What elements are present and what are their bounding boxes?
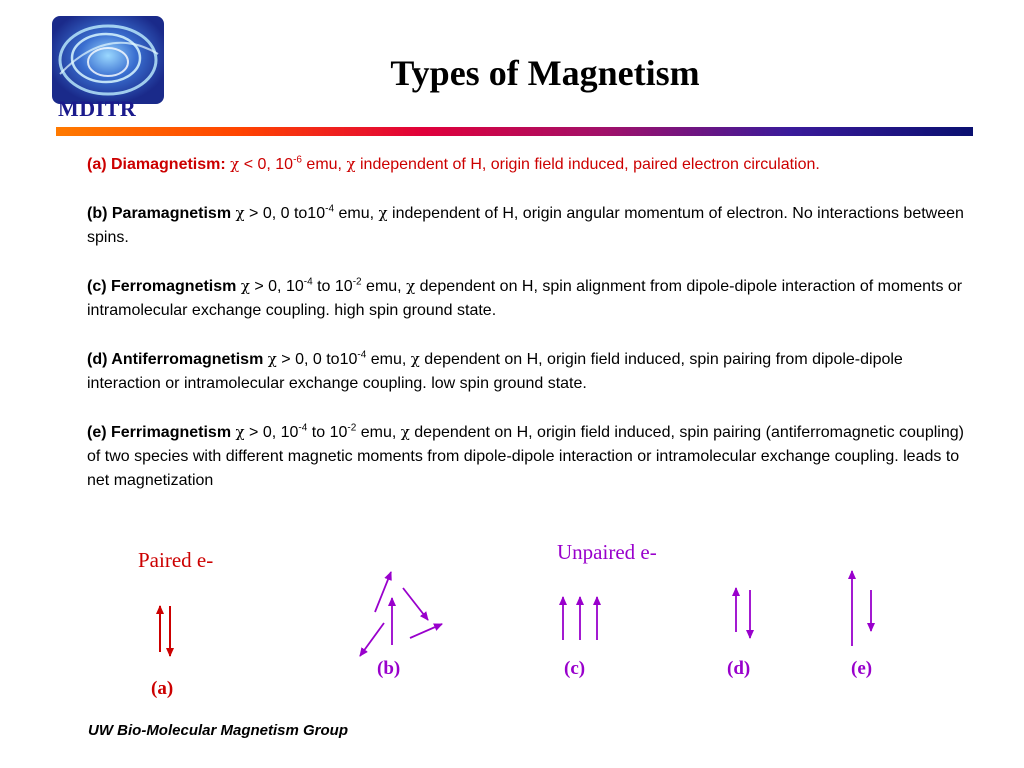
paragraph-ferrimagnetism [87,420,967,493]
term-label: (d) Antiferromagnetism [87,351,264,368]
definitions-list [87,152,967,517]
text-fragment: emu, [301,156,347,173]
chi-symbol: χ [235,204,245,222]
text-fragment: emu, [356,424,401,441]
logo-text: MDITR [58,96,137,121]
footer-credit: UW Bio-Molecular Magnetism Group [88,722,349,739]
page-title: Types of Magnetism [390,53,700,93]
exponent: -4 [298,422,308,434]
unpaired-electrons-heading: Unpaired e- [557,540,657,564]
term-label: (c) Ferromagnetism [87,278,237,295]
chi-symbol: χ [410,350,420,368]
text-fragment: > 0, 0 to10 [276,351,358,368]
paragraph-paramagnetism [87,201,967,250]
exponent: -2 [352,276,362,288]
text-fragment: < 0, 10 [239,156,294,173]
text-fragment: dependent on H, origin field induced, spin pairing from dipole-dipole interaction or intramolecular exchange coupling. low spin ground state. [87,351,903,392]
paragraph-diamagnetism [87,152,967,177]
panel-label-e: (e) [851,658,873,679]
title-divider [56,127,973,136]
chi-symbol: χ [267,350,277,368]
text-fragment: emu, [361,278,407,295]
chi-symbol: χ [400,423,410,441]
term-label: (a) Diamagnetism: [87,156,226,173]
text-fragment: dependent on H, spin alignment from dipole-dipole interaction of moments or intramolecular exchange coupling. high spin ground state. [87,278,963,319]
chi-symbol: χ [346,155,356,173]
ferrimagnetic-spins [852,571,871,646]
paragraph-ferromagnetism [87,274,967,323]
panel-label-d: (d) [727,658,751,679]
text-fragment: independent of H, origin angular momentum of electron. No interactions between spins. [87,205,964,246]
ferromagnetic-aligned-spins [563,597,597,640]
term-label: (b) Paramagnetism [87,205,232,222]
antiferromagnetic-spins [736,588,750,638]
spin-arrow [360,623,384,656]
spin-arrow [375,572,391,612]
panel-label-c: (c) [564,658,586,679]
text-fragment: > 0, 10 [249,278,304,295]
chi-symbol: χ [230,155,240,173]
text-fragment: emu, [366,351,411,368]
exponent: -4 [303,276,313,288]
diamagnetic-spin-pair [160,606,170,656]
exponent: -4 [357,349,367,361]
paired-electrons-heading: Paired e- [138,548,214,572]
text-fragment: emu, [334,205,379,222]
exponent: -4 [325,203,335,215]
chi-symbol: χ [406,277,416,295]
exponent: -6 [293,154,302,166]
text-fragment: > 0, 10 [244,424,299,441]
chi-symbol: χ [240,277,250,295]
spin-arrow [403,588,428,620]
text-fragment: > 0, 0 to10 [244,205,326,222]
text-fragment: independent of H, origin field induced, paired electron circulation. [355,156,820,173]
panel-label-a: (a) [151,678,174,699]
term-label: (e) Ferrimagnetism [87,424,232,441]
chi-symbol: χ [378,204,388,222]
paragraph-antiferromagnetism [87,347,967,396]
chi-symbol: χ [235,423,245,441]
paramagnetic-random-spins [360,572,442,656]
text-fragment: to 10 [307,424,348,441]
panel-label-b: (b) [377,658,401,679]
text-fragment: dependent on H, origin field induced, spin pairing (antiferromagnetic coupling) of two species with different magnetic moments from dipole-dipole interaction or intramolecular exchange coupling. leads to net magnetization [87,424,964,489]
text-fragment: to 10 [312,278,353,295]
spin-arrow [410,624,442,638]
exponent: -2 [347,422,357,434]
